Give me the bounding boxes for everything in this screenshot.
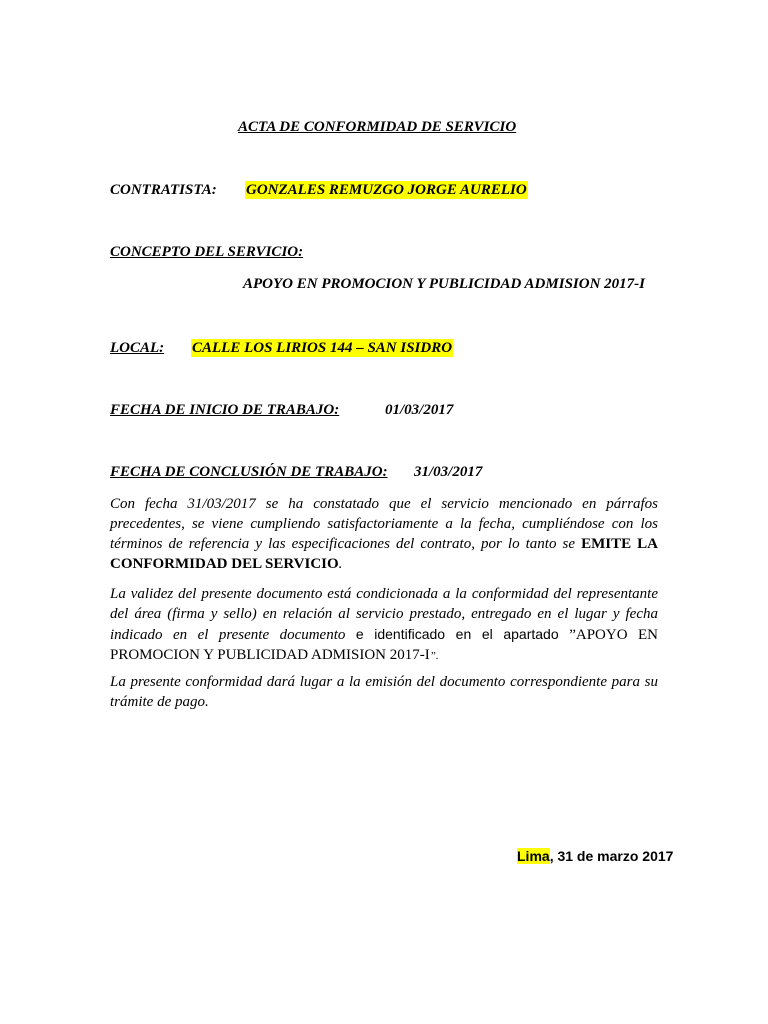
concepto-label: CONCEPTO DEL SERVICIO: xyxy=(110,244,304,260)
paragraph-constancia-text: Con fecha 31/03/2017 se ha constatado que el servicio mencionado en párrafos precedentes, se viene cumpliendo satisfactoriamente a la fecha, cumpliéndose con los términos de referencia y las especificaciones del contrato, por lo tanto se xyxy=(110,496,658,552)
fecha-conclusion-value: 31/03/2017 xyxy=(414,464,483,480)
paragraph-tramite-text: La presente conformidad dará lugar a la emisión del documento correspondiente para su trámite de pago. xyxy=(110,674,658,710)
paragraph-constancia xyxy=(110,494,658,574)
fecha-inicio-value: 01/03/2017 xyxy=(385,402,454,418)
local-value: CALLE LOS LIRIOS 144 – SAN ISIDRO xyxy=(192,340,453,356)
concepto-value: APOYO EN PROMOCION Y PUBLICIDAD ADMISION 2017-I xyxy=(243,276,645,292)
signature-city: Lima xyxy=(517,848,550,864)
signature-date-line xyxy=(517,848,673,864)
local-label: LOCAL: xyxy=(110,340,165,356)
paragraph-validez-end: ”. xyxy=(429,650,439,662)
document-title: ACTA DE CONFORMIDAD DE SERVICIO xyxy=(238,119,517,135)
contratista-label: CONTRATISTA: xyxy=(110,182,217,198)
paragraph-validez-sans-text: e identificado en el apartado xyxy=(355,626,570,642)
paragraph-constancia-end: . xyxy=(338,556,343,572)
paragraph-constancia-emphasis: EMITE LA CONFORMIDAD DEL SERVICIO xyxy=(110,536,658,572)
signature-date: , 31 de marzo 2017 xyxy=(549,848,674,864)
paragraph-tramite xyxy=(110,672,658,712)
paragraph-validez-quote: ”APOYO EN PROMOCION Y PUBLICIDAD ADMISION 2017-I xyxy=(110,627,658,663)
fecha-inicio-label: FECHA DE INICIO DE TRABAJO: xyxy=(110,402,340,418)
contratista-value: GONZALES REMUZGO JORGE AURELIO xyxy=(246,182,527,198)
fecha-conclusion-label: FECHA DE CONCLUSIÓN DE TRABAJO: xyxy=(110,464,388,480)
paragraph-validez xyxy=(110,584,658,666)
paragraph-validez-text: La validez del presente documento está condicionada a la conformidad del representante del área (firma y sello) en relación al servicio prestado, entregado en el lugar y fecha indicado en el presente documento xyxy=(110,586,658,643)
